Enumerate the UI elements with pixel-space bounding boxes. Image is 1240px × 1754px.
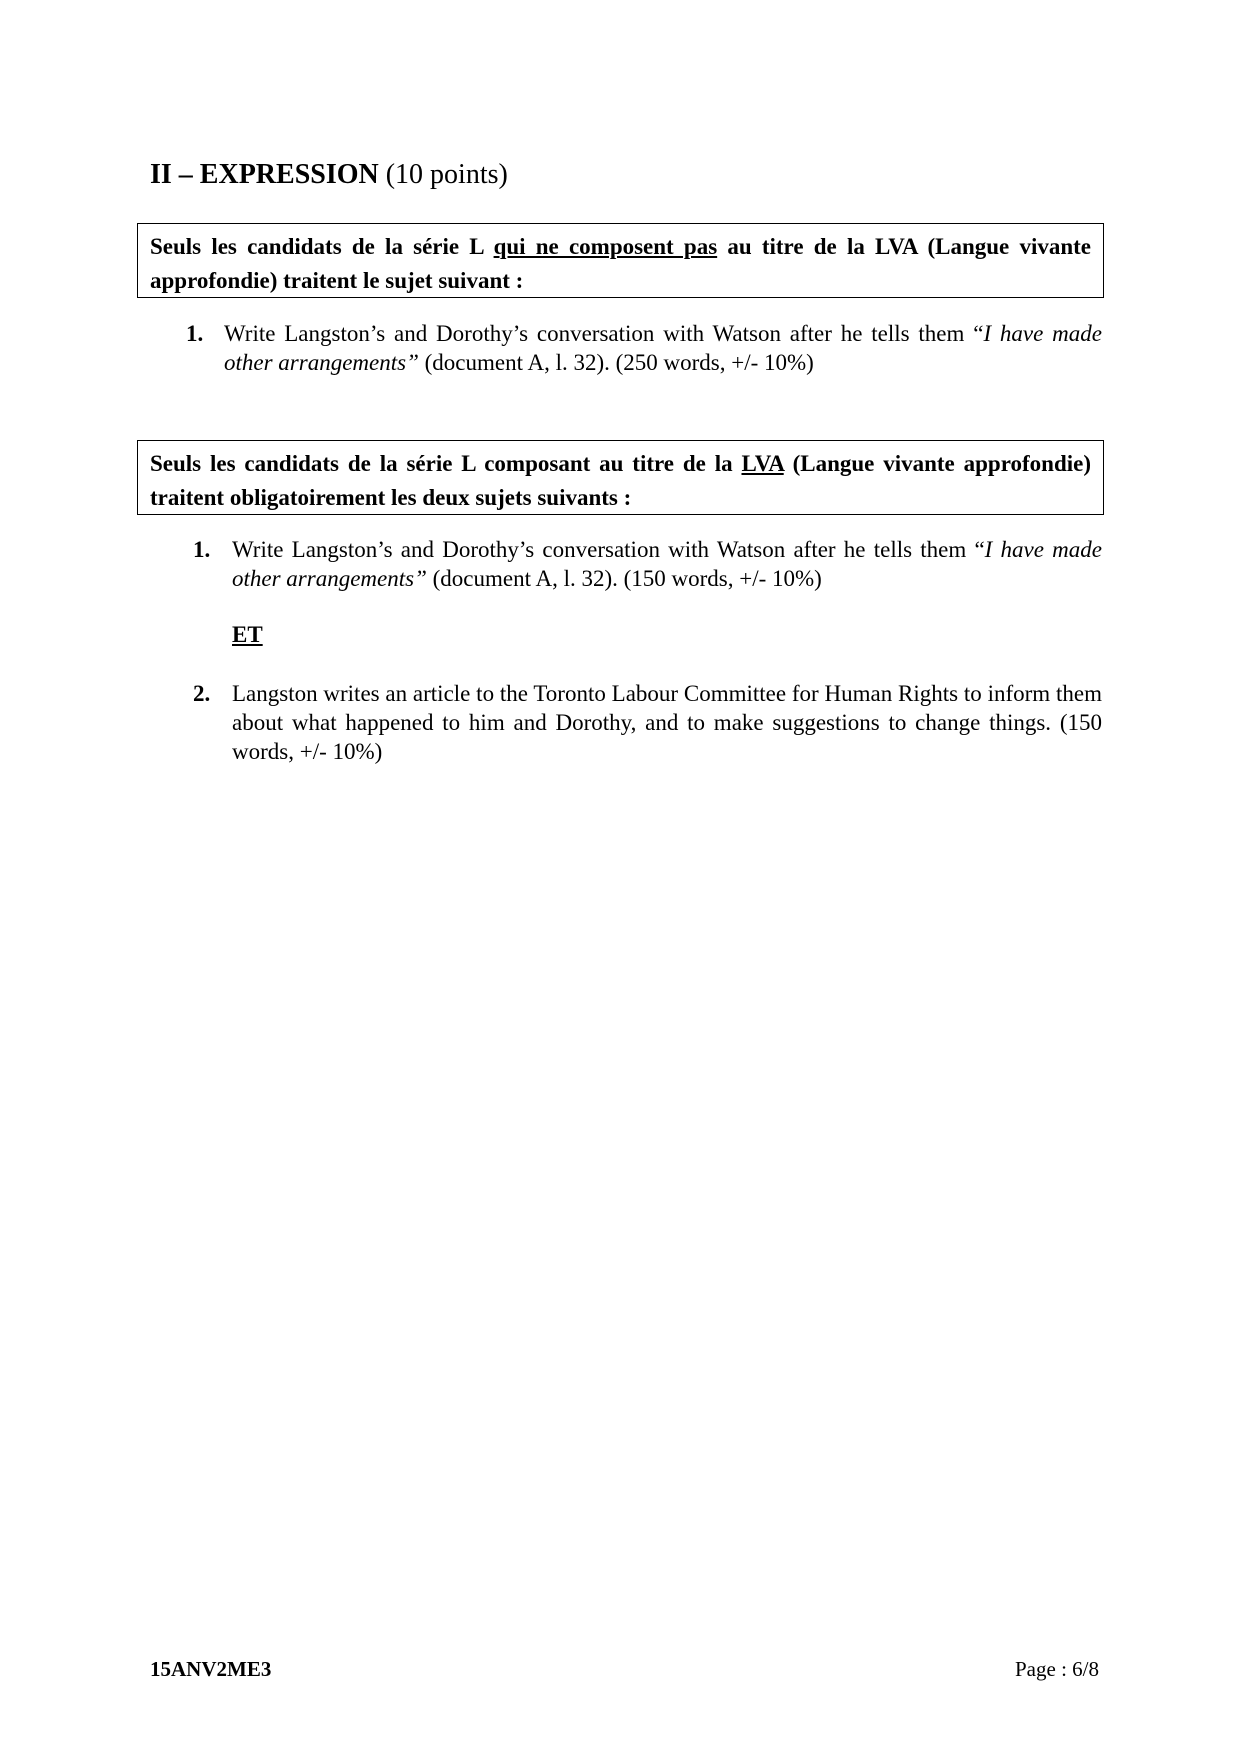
subject-number: 2. xyxy=(193,681,211,706)
section-title-points: (10 points) xyxy=(378,159,508,190)
connector-et: ET xyxy=(232,622,263,647)
footer-page-number: Page : 6/8 xyxy=(1015,1657,1099,1681)
box1-underlined-text: qui ne composent pas xyxy=(493,234,718,259)
subject-text xyxy=(232,535,1102,593)
box2-text-end: (Langue vivante approfondie) traitent obligatoirement les deux sujets suivants : xyxy=(150,451,1092,510)
subject-lva-1 xyxy=(193,535,1102,595)
box1-text-start: Seuls les candidats de la série L xyxy=(150,234,494,259)
subject-text-start: Write Langston’s and Dorothy’s conversation with Watson after he tells them “ xyxy=(232,537,985,562)
section-title xyxy=(150,158,508,192)
footer-exam-code: 15ANV2ME3 xyxy=(150,1657,272,1681)
box2-text-start: Seuls les candidats de la série L composant au titre de la xyxy=(150,451,742,476)
subject-number: 1. xyxy=(186,321,204,346)
subject-quote: I have made other arrangements” xyxy=(232,537,1102,591)
subject-text-start: Write Langston’s and Dorothy’s conversation with Watson after he tells them “ xyxy=(224,321,984,346)
instruction-box-non-lva xyxy=(137,223,1104,298)
subject-quote: I have made other arrangements” xyxy=(224,321,1102,375)
box1-text-end: au titre de la LVA (Langue vivante approfondie) traitent le sujet suivant : xyxy=(150,234,1091,293)
subject-text: Langston writes an article to the Toronto Labour Committee for Human Rights to inform them about what happened to him and Dorothy, and to make suggestions to change things. (150 words, +/- 10%) xyxy=(232,681,1102,764)
subject-text-end: (document A, l. 32). (250 words, +/- 10%) xyxy=(418,350,814,375)
section-title-bold: II – EXPRESSION xyxy=(150,159,379,190)
subject-text xyxy=(224,319,1102,377)
subject-non-lva-1 xyxy=(186,319,1102,379)
subject-number: 1. xyxy=(193,537,211,562)
subject-lva-2 xyxy=(193,679,1102,769)
subject-text-end: (document A, l. 32). (150 words, +/- 10%) xyxy=(426,566,822,591)
box2-underlined-text: LVA xyxy=(741,451,784,476)
instruction-box-lva xyxy=(137,440,1104,515)
